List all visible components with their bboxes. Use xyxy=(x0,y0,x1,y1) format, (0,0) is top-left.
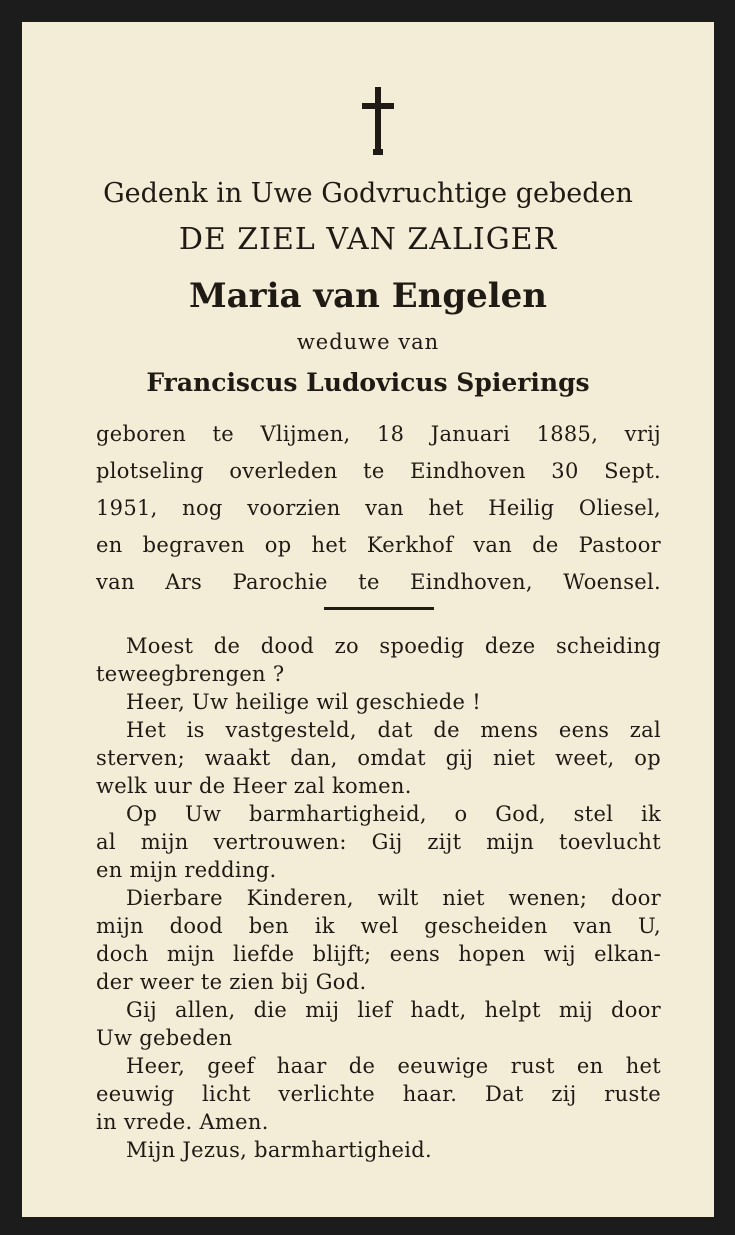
prayer-line: doch mijn liefde blijft; eens hopen wij elkan- xyxy=(96,942,661,966)
bio-line: 1951, nog voorzien van het Heilig Oliesel, xyxy=(96,496,661,520)
bio-line: plotseling overleden te Eindhoven 30 Sept. xyxy=(96,459,661,483)
bio-line: van Ars Parochie te Eindhoven, Woensel. xyxy=(96,570,661,594)
card-heading: Gedenk in Uwe Godvruchtige gebeden xyxy=(103,178,633,209)
bio-line: geboren te Vlijmen, 18 Januari 1885, vrij xyxy=(96,422,661,446)
prayer-line: teweegbrengen ? xyxy=(96,662,285,686)
prayer-line: Moest de dood zo spoedig deze scheiding xyxy=(126,634,661,658)
prayer-line: Dierbare Kinderen, wilt niet wenen; door xyxy=(126,886,661,910)
prayer-line: der weer te zien bij God. xyxy=(96,970,367,994)
prayer-line: Op Uw barmhartigheid, o God, stel ik xyxy=(126,802,661,826)
prayer-line: Gij allen, die mij lief hadt, helpt mij door xyxy=(126,998,661,1022)
prayer-line: mijn dood ben ik wel gescheiden van U, xyxy=(96,914,661,938)
prayer-line: en mijn redding. xyxy=(96,858,277,882)
prayer-line: in vrede. Amen. xyxy=(96,1110,269,1134)
prayer-line: al mijn vertrouwen: Gij zijt mijn toevlucht xyxy=(96,830,661,854)
memorial-card xyxy=(22,22,714,1217)
relation-text: weduwe van xyxy=(296,330,440,354)
bio-line: en begraven op het Kerkhof van de Pastoor xyxy=(96,533,661,557)
prayer-line: eeuwig licht verlichte haar. Dat zij ruste xyxy=(96,1082,661,1106)
prayer-line: Het is vastgesteld, dat de mens eens zal xyxy=(126,718,661,742)
spouse-name: Franciscus Ludovicus Spierings xyxy=(146,368,590,397)
prayer-line: sterven; waakt dan, omdat gij niet weet, op xyxy=(96,746,661,770)
deceased-name: Maria van Engelen xyxy=(188,276,547,316)
prayer-line: Heer, geef haar de eeuwige rust en het xyxy=(126,1054,661,1078)
card-subheading: DE ZIEL VAN ZALIGER xyxy=(178,222,558,257)
cross-icon xyxy=(358,85,398,157)
prayer-line: welk uur de Heer zal komen. xyxy=(96,774,412,798)
prayer-line: Uw gebeden xyxy=(96,1026,233,1050)
divider-rule xyxy=(324,607,434,610)
prayer-line: Mijn Jezus, barmhartigheid. xyxy=(126,1138,432,1162)
prayer-line: Heer, Uw heilige wil geschiede ! xyxy=(126,690,481,714)
